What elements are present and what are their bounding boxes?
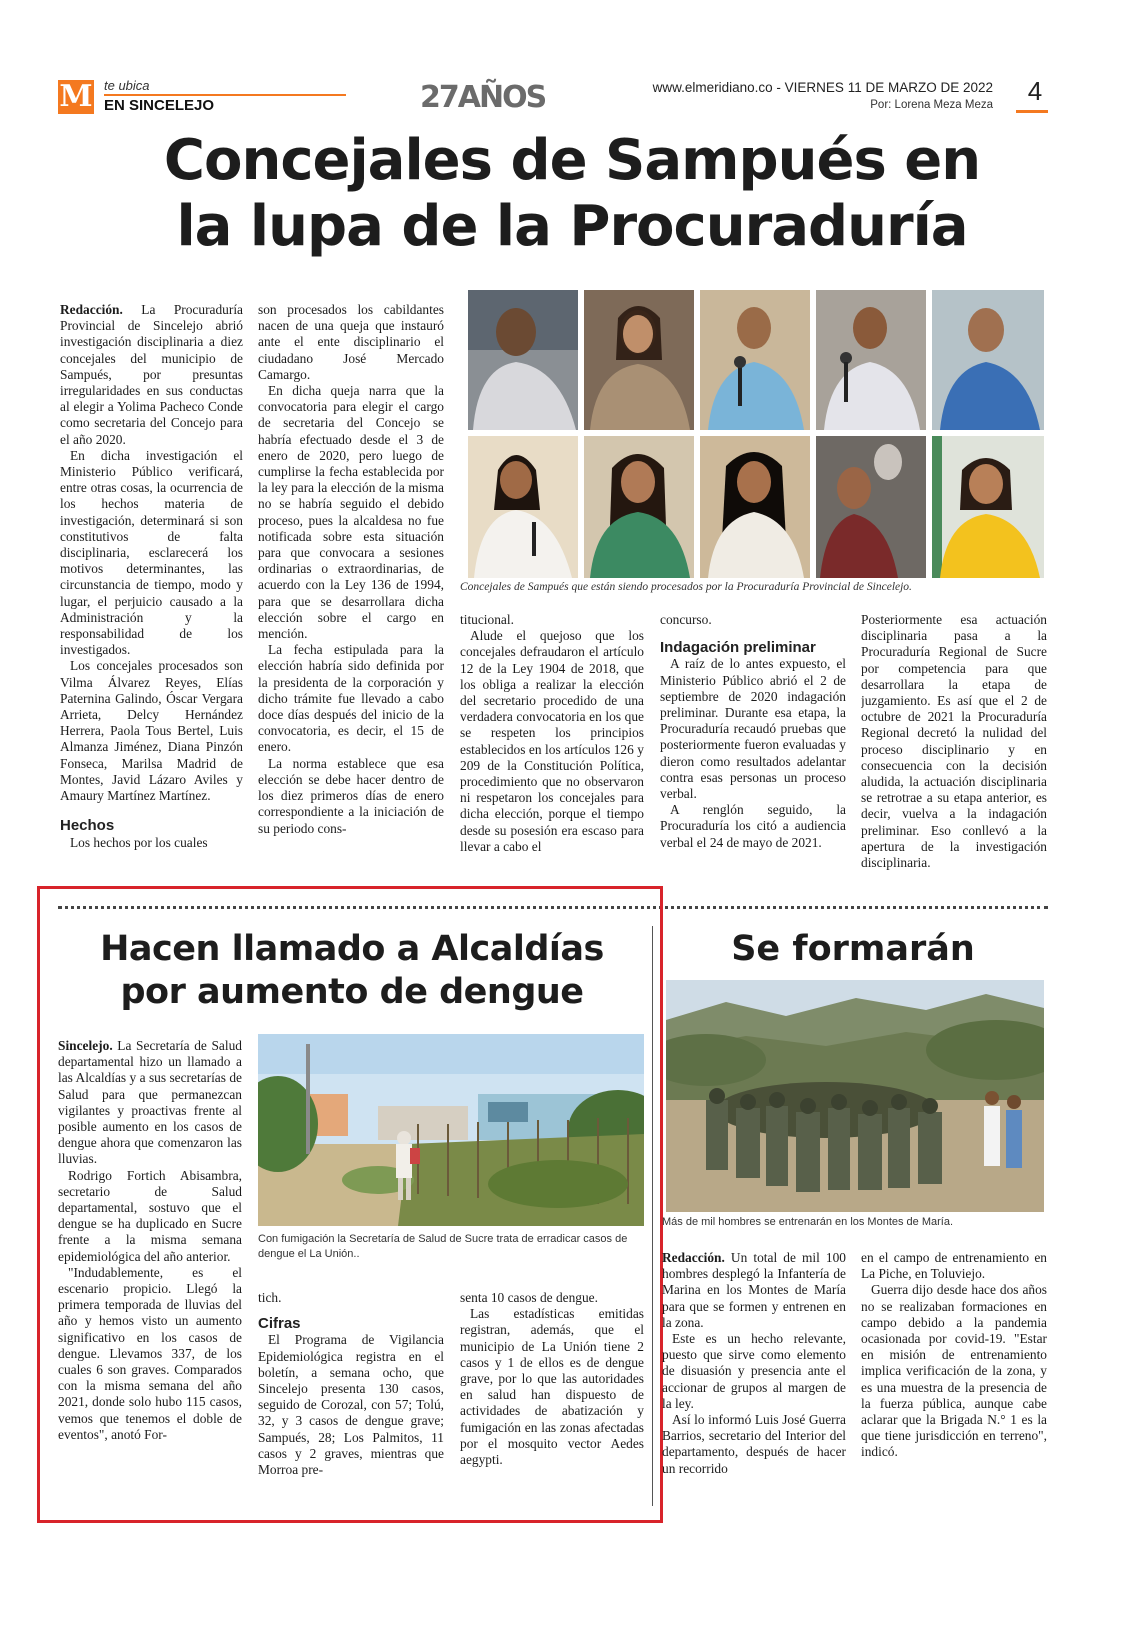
main-col2-p2: En dicha queja narra que la convocatoria para elegir el cargo de secretaria del Concejo se habría efectuado desde el 3 de enero de 2020, pero luego de cumplirse la fecha establecida por la ley para la elección de la misma no se habría seguido el debido proceso, pues la alcaldesa no fue notificada sobre esta situación para que convocara a sesiones ordinarias o extraordinarias, de acuerdo con la Ley 136 de 1994, para que se desarrollara dicha elección sobre el cargo en mención. [258,383,444,642]
main-article-col5 [861,612,1047,898]
page-number: 4 [1027,76,1043,106]
dengue-headline [60,928,644,1014]
dengue-col2 [258,1290,444,1508]
fumigation-scene [258,1034,644,1226]
dengue-col2-p1: tich. [258,1290,282,1305]
main-col2-p4: La norma establece que esa elección se debe hacer dentro de los diez primeros días de enero correspondiente a la iniciación de su periodo cons- [258,755,444,836]
portrait-8 [700,436,810,578]
dengue-headline-line2: por aumento de dengue [120,972,584,1012]
main-col4-p3: A renglón seguido, la Procuraduría los citó a audiencia verbal el 24 de mayo de 2021. [660,802,846,850]
marines-col1-p1: Un total de mil 100 hombres desplegó la Infantería de Marina en los Montes de María para que se formen y entrenen en la zona. [662,1250,846,1330]
masthead [58,78,1048,126]
main-col1-p4: Los hechos por los cuales [70,834,208,850]
main-col5-p1: Posteriormente esa actuación disciplinaria pasa a la Procuraduría Regional de Sucre por competencia para que desarrollara la etapa de juzgamiento. Es así que el 2 de octubre de 2021 la Procuraduría Regional decretó la nulidad del proceso disciplinario y en consecuencia con la decisión aludida, la actuación disciplinaria se retrotrae a su etapa anterior, es decir, vuelva a la indagación preliminar. Eso conllevó a la apertura de la investigación disciplinaria. [861,612,1047,871]
main-col1-p3: Los concejales procesados son Vilma Álvarez Reyes, Elías Paternina Galindo, Óscar Vergara Arrieta, Delcy Hernández Herrera, Paola Tous Bertel, Luis Almanza Jiménez, Diana Pinzón Fonseca, Marilsa Madrid de Montes, Javid Lázaro Aviles y Amaury Martínez Martínez. [60,658,243,804]
dengue-col1-p1: La Secretaría de Salud departamental hizo un llamado a las Alcaldías y a sus secretarías de Salud para que permanezcan vigilantes y proactivas frente al posible aumento en los casos de dengue ahora que comenzaron las lluvias. [58,1038,242,1167]
column-rule [652,926,653,1506]
concejales-photo-grid [468,290,1044,578]
dengue-headline-line1: Hacen llamado a Alcaldías [100,929,604,969]
concejales-photo-caption: Concejales de Sampués que están siendo procesados por la Procuraduría Provincial de Sincelejo. [460,581,912,593]
marines-lead: Redacción. [662,1250,725,1265]
marines-col2 [861,1250,1047,1510]
main-article-lead: Redacción. [60,302,123,317]
portrait-4 [816,290,926,430]
byline: Por: Lorena Meza Meza [870,99,993,111]
fumigation-photo-caption: Con fumigación la Secretaría de Salud de Sucre trata de erradicar casos de dengue el La Unión.. [258,1233,628,1260]
dengue-col1-p3: "Indudablemente, es el escenario propicio. Llegó la primera temporada de lluvias del año y hemos visto un aumento significativo en los casos de dengue. Llevamos 337, de los cuales 6 son graves. Comparados con la misma semana del año 2021, donde solo hubo 115 casos, vemos que tenemos el doble de eventos", anotó For- [58,1264,242,1442]
main-article-col3 [460,612,644,888]
main-col2-p3: La fecha estipulada para la elección habría sido definida por la presidenta de la corporación y dicho trámite fue llevado a cabo doce días después del inicio de la convocatoria, es decir, el 15 de enero. [258,642,444,755]
main-col1-p1: La Procuraduría Provincial de Sincelejo abrió investigación disciplinaria a diez concejales del municipio de Sampués, por presuntas irregularidades en sus conductas al elegir a Yolima Pacheco Conde como secretaria del Concejo para el año 2020. [60,302,243,447]
main-headline [40,128,1104,260]
main-subhead-indagacion: Indagación preliminar [660,639,816,657]
main-headline-line2: la lupa de la Procuraduría [176,194,968,259]
dateline: www.elmeridiano.co - VIERNES 11 DE MARZO DE 2022 [652,80,993,95]
fumigation-photo [258,1034,644,1226]
portrait-7 [584,436,694,578]
portrait-3 [700,290,810,430]
main-col1-p2: En dicha investigación el Ministerio Público verificará, entre otras cosas, la ocurrencia de los hechos materia de investigación, determinará si son constitutivos de falta disciplinaria, esclarecerá los motivos determinantes, las circunstancia de tiempo, modo y lugar, el perjuicio causado a la Administración y la responsabilidad de los investigados. [60,447,243,658]
logo: M [59,79,93,114]
dengue-lead: Sincelejo. [58,1038,113,1053]
dengue-col2-p2: El Programa de Vigilancia Epidemiológica registra en el boletín, a semana ocho, que Sincelejo presenta 130 casos, seguido de Corozal, con 57; Tolú, 32, y 3 casos de dengue grave; Sampués, 28; Los Palmitos, 11 casos y 2 graves, mientras que Morroa pre- [258,1332,444,1478]
main-article-col1 [60,302,243,888]
portrait-1 [468,290,578,430]
portrait-2 [584,290,694,430]
portrait-6 [468,436,578,578]
main-col4-p2: A raíz de lo antes expuesto, el Ministerio Público abrió el 2 de septiembre de 2020 indagación preliminar. Durante esa etapa, la Procuraduría recaudó pruebas que posteriormente fueron evaluadas y dieron como resultados adelantar contra esas personas un proceso verbal. [660,656,846,802]
main-headline-line1: Concejales de Sampués en [163,128,981,193]
main-article-col4 [660,612,846,888]
section-kicker: te ubica [104,78,150,93]
portrait-5 [932,290,1044,430]
marines-col2-p2: Guerra dijo desde hace dos años no se realizaban formaciones en campo debido a la pandemia ocasionada por covid-19. "Estar en misión de entrenamiento implica verificación de la zona, y es una muestra de la presencia de la fuerza pública, aunque cabe aclarar que la Brigada N.° 1 es la que tiene jurisdicción en terreno", indicó. [861,1282,1047,1460]
marines-photo [666,980,1044,1212]
main-col3-p2: Alude el quejoso que los concejales defraudaron el artículo 12 de la Ley 1904 de 2018, que los obliga a realizar la elección del secretario procedido de una verdadera convocatoria en los que se respeten los principios establecidos en los artículos 126 y 209 de la Constitución Política, procedimiento que no observaron ni respetaron los concejales para dicha elección, porque el tiempo desde su posesión era escaso para llevar a cabo el [460,628,644,854]
marines-training-scene [666,980,1044,1212]
dengue-col3 [460,1290,644,1508]
main-article-col2 [258,302,444,888]
marines-col1-p3: Así lo informó Luis José Guerra Barrios, secretario del Interior del departamento, después de hacer un recorrido [662,1412,846,1476]
portrait-10 [932,436,1044,578]
portrait-9 [816,436,926,578]
marines-col2-p1: en el campo de entrenamiento en La Piche, en Toluviejo. [861,1250,1047,1282]
marines-headline: Se formarán [731,929,975,969]
main-col3-p1: titucional. [460,612,514,627]
dengue-col1 [58,1038,242,1508]
section-label: EN SINCELEJO [104,97,215,114]
page-number-rule [1016,110,1048,113]
main-col2-p1: son procesados los cabildantes nacen de una queja que instauró ante el ente disciplinario el ciudadano José Mercado Camargo. [258,302,444,382]
marines-col1-p2: Este es un hecho relevante, puesto que sirve como elemento de disuasión y presencia ante el accionar de grupos al margen de la ley. [662,1331,846,1411]
anniversary-logo: 27AÑOS [420,80,546,115]
dengue-col3-p2: Las estadísticas emitidas registran, además, que el municipio de La Unión tiene 2 casos y 1 de ellos es de dengue grave, por lo que las autoridades en salud han dispuesto de actividades de abatización y fumigación en las zonas afectadas por el mosquito vector Aedes aegypti. [460,1306,644,1468]
dengue-col1-p2: Rodrigo Fortich Abisambra, secretario de Salud departamental, sostuvo que el dengue se ha duplicado en Sucre frente a la misma semana epidemiológica del año anterior. [58,1167,242,1264]
main-subhead-hechos: Hechos [60,817,115,835]
main-col4-p1: concurso. [660,612,712,627]
concejales-portraits [468,290,1044,578]
marines-photo-caption: Más de mil hombres se entrenarán en los Montes de María. [662,1216,954,1228]
dengue-subhead-cifras: Cifras [258,1315,301,1333]
section-rule [104,94,346,96]
marines-col1 [662,1250,846,1510]
dengue-col3-p1: senta 10 casos de dengue. [460,1290,598,1305]
